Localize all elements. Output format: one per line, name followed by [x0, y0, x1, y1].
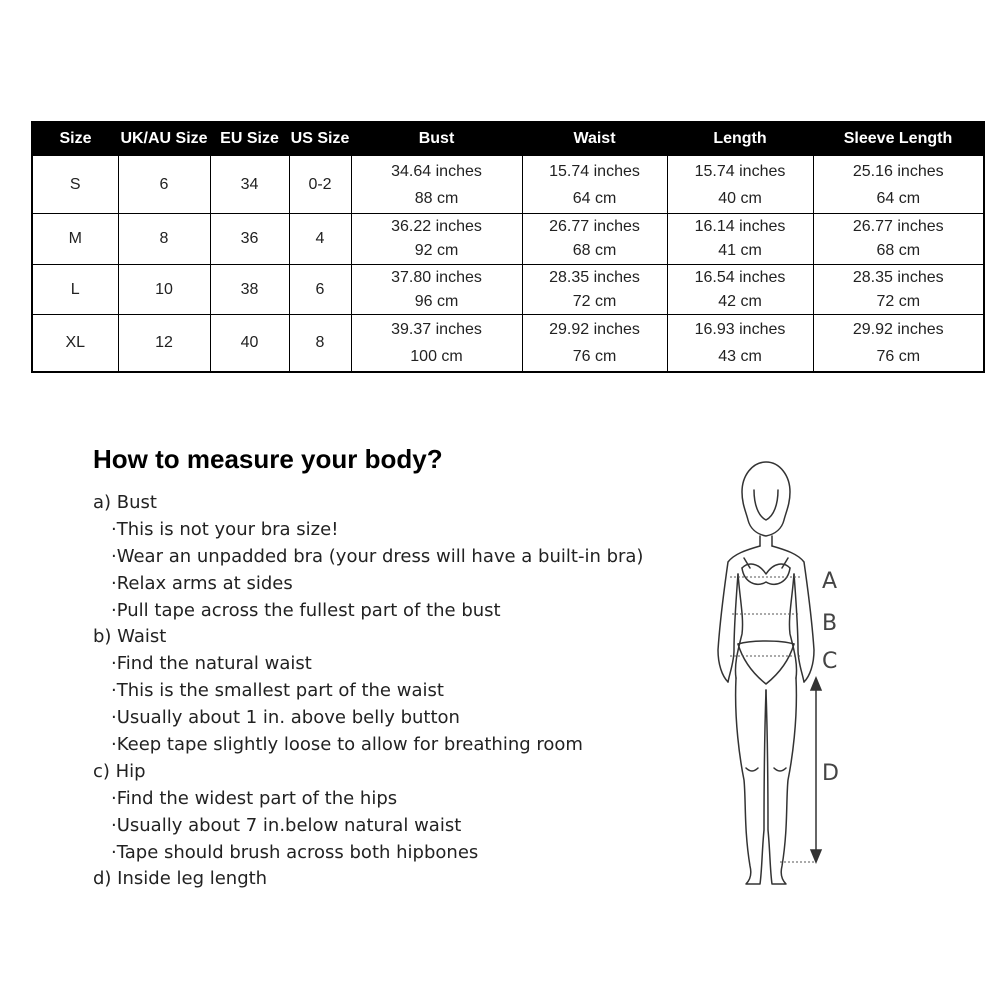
cm-value: 64 cm: [876, 189, 921, 207]
table-header-row: [32, 122, 984, 156]
measure-instructions: [93, 490, 643, 893]
cm-value: 72 cm: [876, 292, 921, 310]
header-us-size: US Size: [289, 122, 351, 156]
bust-cell: [351, 265, 522, 315]
cm-value: 64 cm: [572, 189, 617, 207]
eu-cell: 38: [210, 265, 289, 315]
header-sleeve-length: Sleeve Length: [813, 122, 984, 156]
instruction-item: ·Wear an unpadded bra (your dress will have a built-in bra): [111, 545, 644, 567]
woman-silhouette-icon: [718, 462, 814, 884]
inches-value: 16.93 inches: [694, 320, 786, 338]
us-cell: 6: [289, 265, 351, 315]
us-cell: 0-2: [289, 156, 351, 214]
header-uk-au-size: UK/AU Size: [118, 122, 210, 156]
header-waist: Waist: [522, 122, 667, 156]
table-row: [32, 315, 984, 372]
cm-value: 43 cm: [718, 347, 762, 365]
uk-au-cell: 10: [118, 265, 210, 315]
inches-value: 39.37 inches: [391, 320, 482, 338]
waist-cell: [522, 214, 667, 265]
bust-cell: [351, 315, 522, 372]
body-measurement-figure: [690, 450, 870, 900]
cm-value: 92 cm: [414, 242, 459, 259]
inches-value: 15.74 inches: [694, 162, 786, 180]
waist-cell: [522, 315, 667, 372]
guide-title: How to measure your body?: [93, 444, 443, 474]
size-cell: L: [32, 265, 118, 315]
section-heading-bust: a) Bust: [93, 492, 157, 513]
size-cell: S: [32, 156, 118, 214]
cm-value: 88 cm: [414, 189, 459, 207]
inside-leg-arrow-icon: [811, 678, 821, 862]
instruction-item: ·Relax arms at sides: [111, 572, 293, 594]
size-chart-table: [31, 121, 985, 373]
inches-value: 28.35 inches: [549, 268, 640, 286]
table-row: [32, 214, 984, 265]
inches-value: 37.80 inches: [391, 268, 482, 286]
size-cell: M: [32, 214, 118, 265]
cm-value: 76 cm: [876, 347, 921, 365]
inches-value: 26.77 inches: [852, 218, 944, 235]
inches-value: 16.54 inches: [694, 268, 786, 286]
us-cell: 8: [289, 315, 351, 372]
cm-value: 68 cm: [572, 242, 617, 259]
cm-value: 40 cm: [718, 189, 762, 207]
length-cell: [667, 214, 813, 265]
table-row: [32, 265, 984, 315]
inches-value: 36.22 inches: [391, 218, 482, 235]
instruction-item: ·Find the widest part of the hips: [111, 787, 398, 809]
sleeve-cell: [813, 214, 984, 265]
length-cell: [667, 265, 813, 315]
waist-cell: [522, 156, 667, 214]
label-b: B: [822, 611, 838, 636]
cm-value: 72 cm: [572, 292, 617, 310]
cm-value: 68 cm: [876, 242, 921, 259]
section-heading-waist: b) Waist: [93, 626, 167, 648]
inches-value: 28.35 inches: [852, 268, 944, 286]
eu-cell: 40: [210, 315, 289, 372]
sleeve-cell: [813, 156, 984, 214]
instruction-item: ·This is not your bra size!: [111, 518, 339, 540]
instruction-item: ·Tape should brush across both hipbones: [111, 841, 479, 863]
cm-value: 41 cm: [718, 242, 762, 259]
cm-value: 96 cm: [414, 292, 459, 310]
inches-value: 26.77 inches: [549, 218, 640, 235]
length-cell: [667, 315, 813, 372]
section-heading-inside-leg: d) Inside leg length: [93, 868, 268, 890]
eu-cell: 36: [210, 214, 289, 265]
inches-value: 16.14 inches: [694, 218, 786, 235]
inches-value: 25.16 inches: [852, 162, 944, 180]
instruction-item: ·Keep tape slightly loose to allow for breathing room: [111, 734, 583, 756]
cm-value: 76 cm: [572, 347, 617, 365]
sleeve-cell: [813, 315, 984, 372]
sleeve-cell: [813, 265, 984, 315]
instruction-item: ·Usually about 7 in.below natural waist: [111, 814, 462, 836]
size-cell: XL: [32, 315, 118, 372]
inches-value: 15.74 inches: [549, 162, 640, 180]
us-cell: 4: [289, 214, 351, 265]
uk-au-cell: 6: [118, 156, 210, 214]
header-bust: Bust: [351, 122, 522, 156]
waist-cell: [522, 265, 667, 315]
header-eu-size: EU Size: [210, 122, 289, 156]
cm-value: 100 cm: [410, 347, 463, 365]
header-length: Length: [667, 122, 813, 156]
section-heading-hip: c) Hip: [93, 760, 146, 782]
instruction-item: ·Pull tape across the fullest part of the bust: [111, 599, 501, 621]
label-a: A: [822, 569, 838, 594]
cm-value: 42 cm: [718, 292, 762, 310]
header-size: Size: [32, 122, 118, 156]
instruction-item: ·Usually about 1 in. above belly button: [111, 707, 460, 729]
instruction-item: ·Find the natural waist: [111, 653, 312, 675]
label-c: C: [822, 649, 838, 674]
uk-au-cell: 8: [118, 214, 210, 265]
uk-au-cell: 12: [118, 315, 210, 372]
label-d: D: [822, 761, 839, 786]
instruction-item: ·This is the smallest part of the waist: [111, 680, 444, 702]
inches-value: 29.92 inches: [852, 320, 944, 338]
eu-cell: 34: [210, 156, 289, 214]
length-cell: [667, 156, 813, 214]
bust-cell: [351, 214, 522, 265]
bust-cell: [351, 156, 522, 214]
inches-value: 29.92 inches: [549, 320, 640, 338]
table-row: [32, 156, 984, 214]
inches-value: 34.64 inches: [391, 162, 482, 180]
